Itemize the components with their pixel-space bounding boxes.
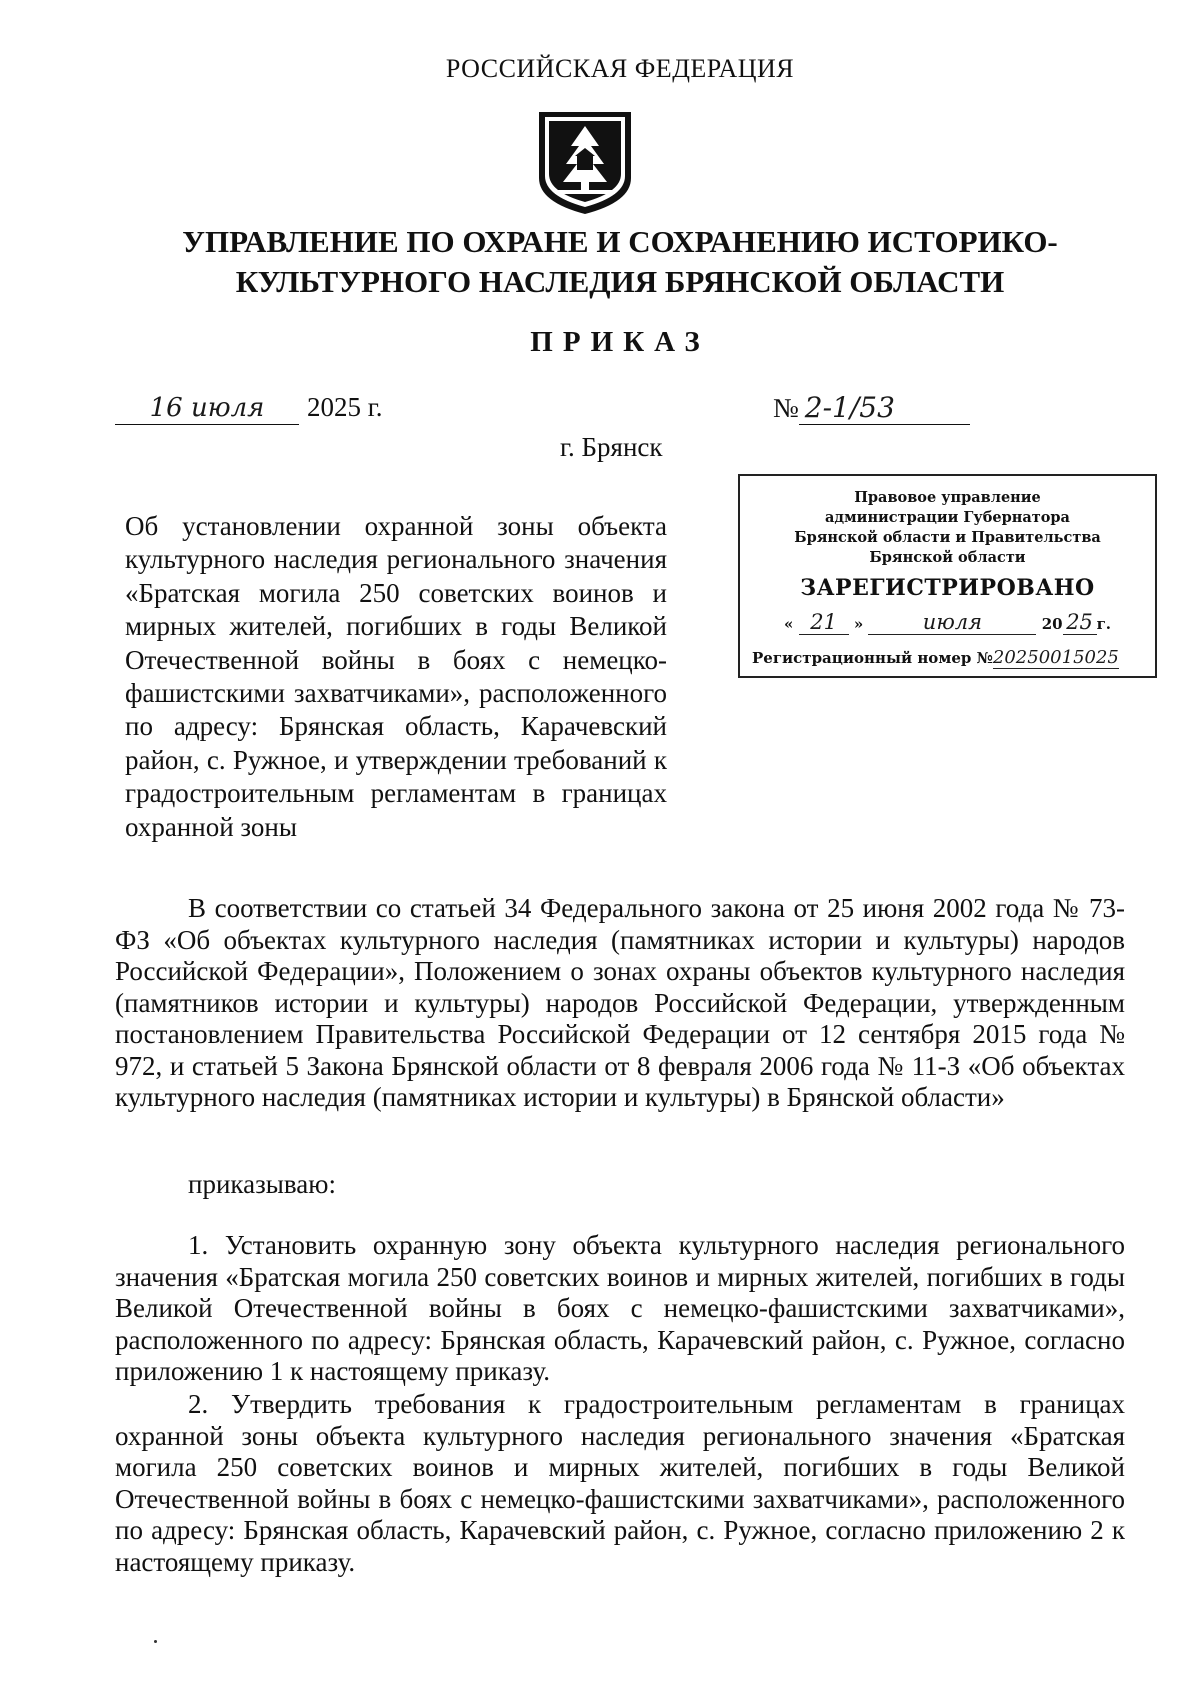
order-word: приказываю: [188,1169,336,1199]
agency-name-line2: КУЛЬТУРНОГО НАСЛЕДИЯ БРЯНСКОЙ ОБЛАСТИ [235,264,1005,299]
agency-name [150,222,1090,302]
stamp-org-line1: Правовое управление [854,489,1041,506]
handwritten-date: 16 июля [115,392,299,425]
stamp-year-prefix: 20 [1041,615,1063,633]
preamble-paragraph: В соответствии со статьей 34 Федерального закона от 25 июня 2002 года № 73-ФЗ «Об объектах культурного наследия (памятниках истории и культуры) народов Российской Федерации», Положением о зонах охраны объектов культурного наследия (памятников истории и культуры) народов Российской Федерации, утвержденным постановлением Правительства Российской Федерации от 12 сентября 2015 года № 972, и статьей 5 Закона Брянской области от 8 февраля 2006 года № 11-З «Об объектах культурного наследия (памятниках истории и культуры) в Брянской области» [115,893,1125,1112]
stamp-year-suffix: 25 [1063,610,1097,635]
agency-name-line1: УПРАВЛЕНИЕ ПО ОХРАНЕ И СОХРАНЕНИЮ ИСТОРИКО- [182,224,1058,259]
stamp-org-line4: Брянской области [869,549,1026,566]
stamp-reg-value: 20250015025 [992,647,1119,668]
stamp-registration-number [740,647,1155,668]
order-date [115,392,383,425]
handwritten-number: 2-1/53 [799,392,970,425]
issue-city: г. Брянск [560,432,663,462]
order-item-1: 1. Установить охранную зону объекта культурного наследия регионального значения «Братская могила 250 советских воинов и мирных жителей, погибших в годы Великой Отечественной войны в боях с немецко-фашистскими захватчиками», расположенного по адресу: Брянская область, Карачевский район, с. Ружное, согласно приложению 1 к настоящему приказу. [115,1230,1125,1386]
scan-speck [154,1640,157,1643]
country-heading: РОССИЙСКАЯ ФЕДЕРАЦИЯ [445,54,795,83]
order-year: 2025 г. [307,392,383,422]
stamp-month: июля [868,610,1036,635]
stamp-day: 21 [799,610,849,635]
document-type-title: ПРИКАЗ [530,326,710,358]
stamp-organization [740,488,1155,568]
order-number [773,392,970,425]
stamp-year-unit: г. [1096,615,1111,633]
stamp-date: « 21 » июля 20 25 г. [784,610,1111,634]
stamp-org-line2: администрации Губернатора [825,509,1070,526]
number-sign: № [773,393,799,423]
registration-stamp [738,474,1157,678]
order-subject: Об установлении охранной зоны объекта культурного наследия регионального значения «Братская могила 250 советских воинов и мирных жителей, погибших в годы Великой Отечественной войны в боях с немецко-фашистскими захватчиками», расположенного по адресу: Брянская область, Карачевский район, с. Ружное, и утверждении требований к градостроительным регламентам в границах охранной зоны [125,511,667,842]
order-item-2: 2. Утвердить требования к градостроительным регламентам в границах охранной зоны объекта культурного наследия регионального значения «Братская могила 250 советских воинов и мирных жителей, погибших в годы Великой Отечественной войны в боях с немецко-фашистскими захватчиками», расположенного по адресу: Брянская область, Карачевский район, с. Ружное, согласно приложению 2 к настоящему приказу. [115,1389,1125,1577]
stamp-org-line3: Брянской области и Правительства [794,529,1101,546]
stamp-reg-label: Регистрационный номер № [752,649,993,667]
bryansk-coat-of-arms-icon [533,108,637,218]
stamp-status: ЗАРЕГИСТРИРОВАНО [800,575,1095,601]
